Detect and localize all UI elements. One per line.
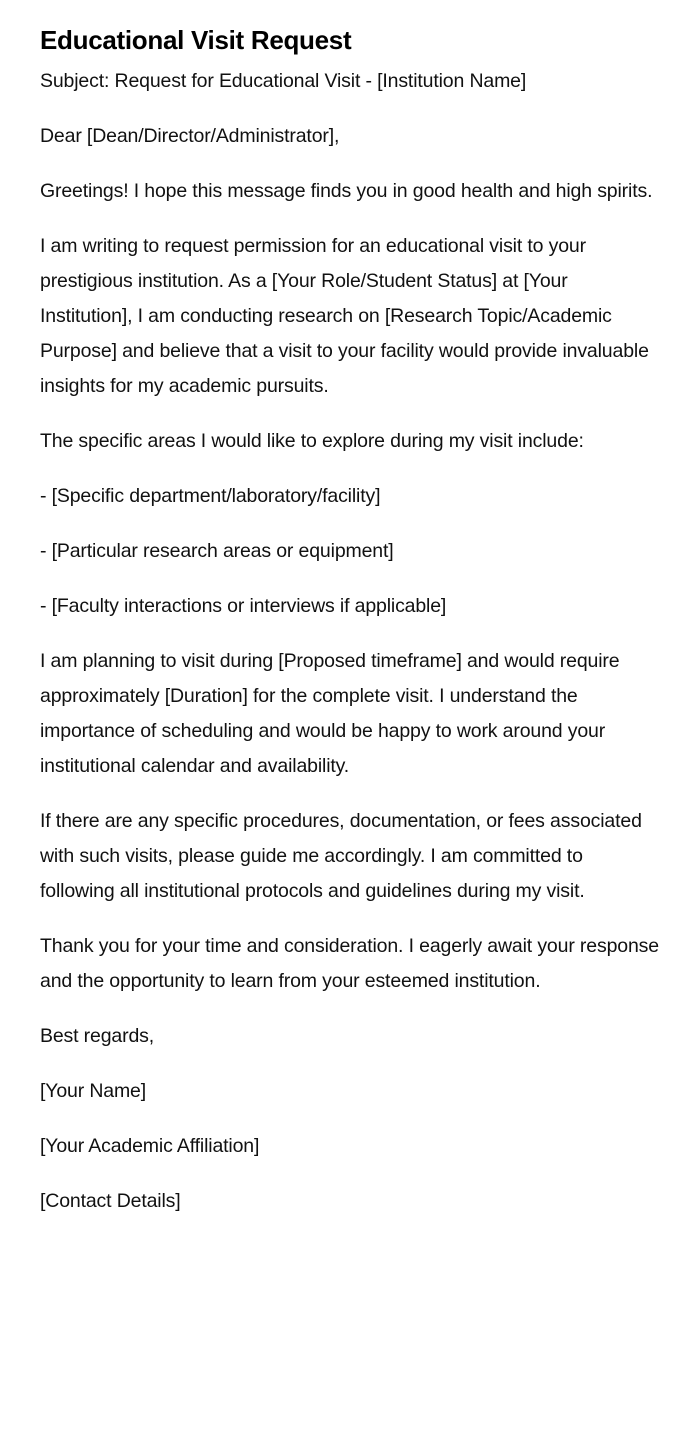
document-title: Educational Visit Request bbox=[40, 25, 352, 55]
salutation: Dear [Dean/Director/Administrator], bbox=[40, 125, 340, 147]
signature-name: [Your Name] bbox=[40, 1080, 147, 1102]
schedule-paragraph: I am planning to visit during [Proposed timeframe] and would require approximately [Duration] for the complete visit. I understand the importance of scheduling and would be happy to work around your institutional calendar and availability. bbox=[40, 650, 620, 777]
list-item: - [Particular research areas or equipment] bbox=[40, 540, 394, 562]
purpose-paragraph: I am writing to request permission for an educational visit to your prestigious institution. As a [Your Role/Student Status] at [Your Institution], I am conducting research on [Research Topic/Academic Purpose] and believe that a visit to your facility would provide invaluable insights for my academic pursuits. bbox=[40, 235, 649, 397]
sign-off: Best regards, bbox=[40, 1025, 155, 1047]
signature-affiliation: [Your Academic Affiliation] bbox=[40, 1135, 260, 1157]
thanks-paragraph: Thank you for your time and consideration. I eagerly await your response and the opportunity to learn from your esteemed institution. bbox=[40, 935, 659, 992]
greeting-paragraph: Greetings! I hope this message finds you in good health and high spirits. bbox=[40, 180, 653, 202]
signature-contact: [Contact Details] bbox=[40, 1190, 181, 1212]
signature-block bbox=[40, 1074, 660, 1219]
areas-list bbox=[40, 479, 660, 624]
areas-intro-paragraph: The specific areas I would like to explore during my visit include: bbox=[40, 430, 584, 452]
list-item: - [Faculty interactions or interviews if applicable] bbox=[40, 595, 447, 617]
subject-line: Subject: Request for Educational Visit - [Institution Name] bbox=[40, 70, 527, 92]
list-item: - [Specific department/laboratory/facility] bbox=[40, 485, 381, 507]
procedures-paragraph: If there are any specific procedures, documentation, or fees associated with such visits, please guide me accordingly. I am committed to following all institutional protocols and guidelines during my visit. bbox=[40, 810, 642, 902]
